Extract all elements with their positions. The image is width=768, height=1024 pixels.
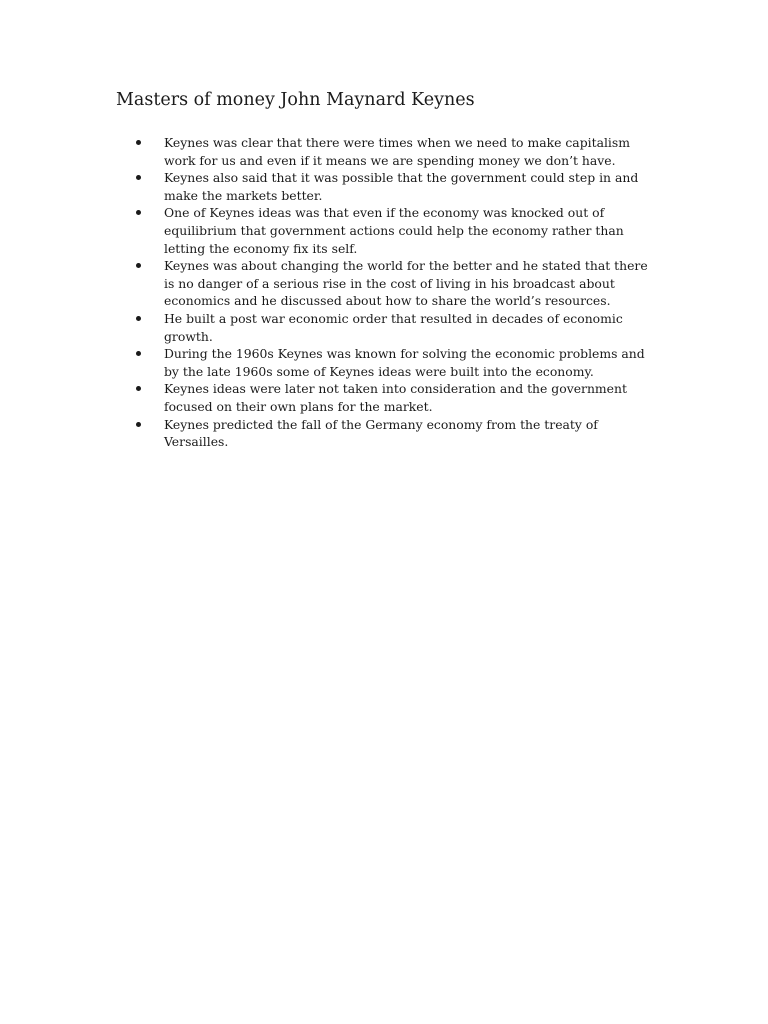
bullet-text: Keynes was about changing the world for the better and he stated that there is no danger of a serious rise in the cost of living in his broadcast about economics and he discussed about how to share the world’s resources. xyxy=(164,258,648,309)
bullet-dot-icon xyxy=(136,351,141,356)
bullet-item xyxy=(133,169,658,204)
bullet-item xyxy=(133,257,658,310)
bullet-text: Keynes predicted the fall of the Germany economy from the treaty of Versailles. xyxy=(164,416,598,450)
bullet-dot-icon xyxy=(136,210,141,215)
bullet-text: One of Keynes ideas was that even if the economy was knocked out of equilibrium that government actions could help the economy rather than letting the economy fix its self. xyxy=(164,205,624,256)
bullet-text: Keynes also said that it was possible that the government could step in and make the markets better. xyxy=(164,170,639,203)
bullet-item xyxy=(133,345,658,380)
bullet-item xyxy=(133,416,658,451)
bullet-dot-icon xyxy=(136,422,141,427)
bullet-dot-icon xyxy=(136,386,141,391)
bullet-dot-icon xyxy=(136,140,141,145)
bullet-text: He built a post war economic order that resulted in decades of economic growth. xyxy=(164,310,623,344)
document-title: Masters of money John Maynard Keynes xyxy=(116,90,475,110)
bullet-text: During the 1960s Keynes was known for solving the economic problems and by the late 1960s some of Keynes ideas were built into the economy. xyxy=(164,346,645,379)
bullet-item xyxy=(133,134,658,169)
bullet-text: Keynes ideas were later not taken into consideration and the government focused on their own plans for the market. xyxy=(164,381,627,414)
bullet-text: Keynes was clear that there were times when we need to make capitalism work for us and even if it means we are spending money we don’t have. xyxy=(164,135,630,168)
bullet-dot-icon xyxy=(136,316,141,321)
bullet-item xyxy=(133,380,658,415)
bullet-item xyxy=(133,310,658,345)
bullet-dot-icon xyxy=(136,263,141,268)
bullet-dot-icon xyxy=(136,175,141,180)
bullet-list xyxy=(133,134,658,451)
bullet-item xyxy=(133,204,658,257)
